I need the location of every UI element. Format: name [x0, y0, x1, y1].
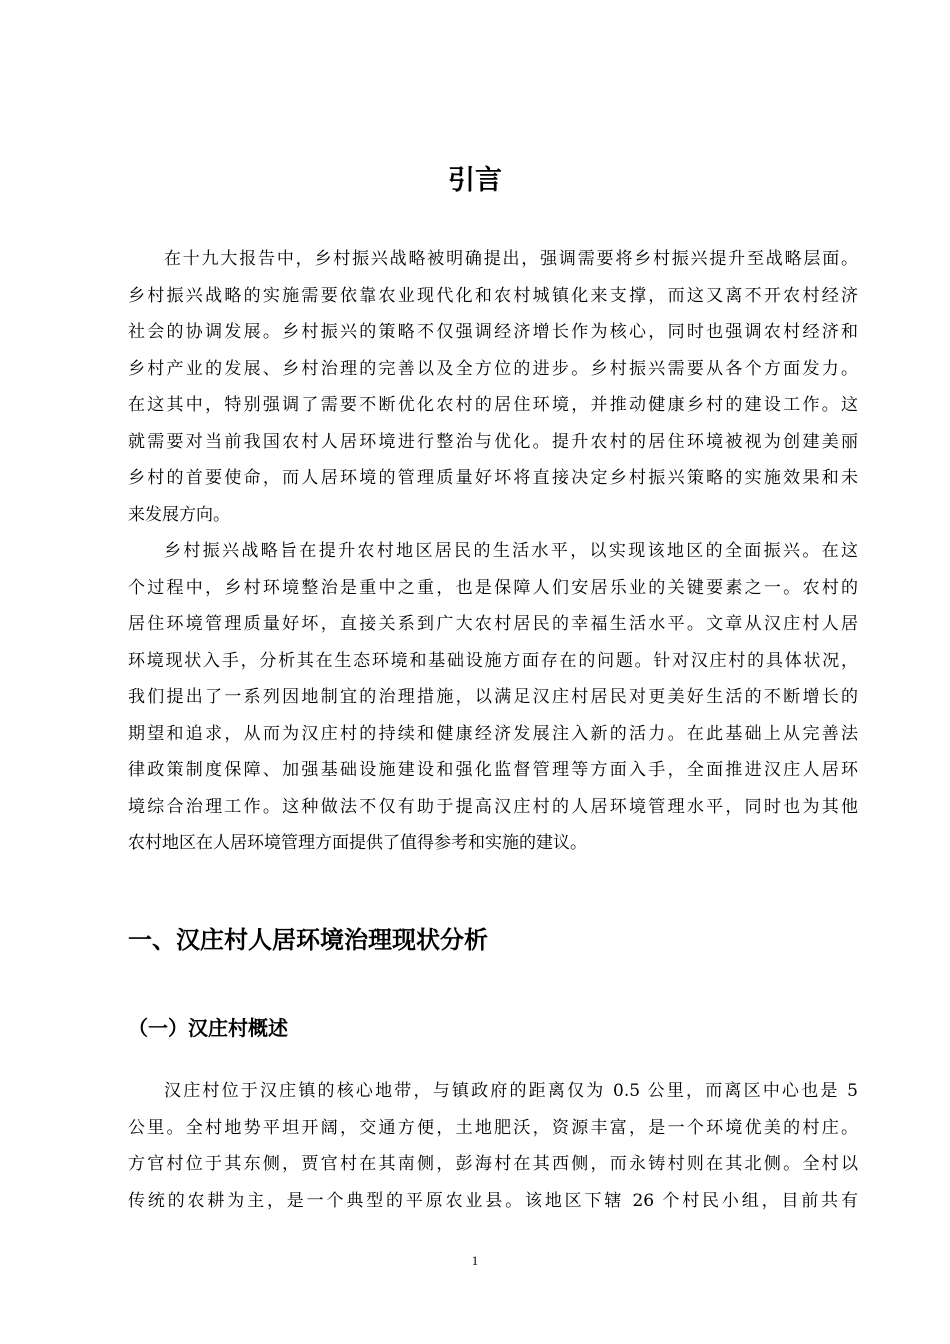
text-line: 期望和追求，从而为汉庄村的持续和健康经济发展注入新的活力。在此基础上从完善法	[128, 723, 858, 744]
text-line: 传统的农耕为主，是一个典型的平原农业县。该地区下辖 26 个村民小组，目前共有	[128, 1190, 858, 1211]
text-line: 乡村产业的发展、乡村治理的完善以及全方位的进步。乡村振兴需要从各个方面发力。	[128, 358, 858, 379]
subsection-heading: （一）汉庄村概述	[128, 1016, 288, 1040]
text-line: 在这其中，特别强调了需要不断优化农村的居住环境，并推动健康乡村的建设工作。这	[128, 395, 858, 415]
text-line: 居住环境管理质量好坏，直接关系到广大农村居民的幸福生活水平。文章从汉庄村人居	[128, 614, 858, 634]
intro-paragraph-1	[128, 241, 858, 533]
intro-paragraph-2	[128, 533, 858, 862]
text-line: 来发展方向。	[128, 504, 230, 525]
text-line: 环境现状入手，分析其在生态环境和基础设施方面存在的问题。针对汉庄村的具体状况，	[128, 650, 858, 671]
subsection-paragraph	[128, 1073, 858, 1219]
text-line: 个过程中，乡村环境整治是重中之重，也是保障人们安居乐业的关键要素之一。农村的	[128, 577, 858, 598]
page-title: 引言	[448, 165, 502, 196]
text-line: 社会的协调发展。乡村振兴的策略不仅强调经济增长作为核心，同时也强调农村经济和	[128, 322, 858, 342]
text-line: 境综合治理工作。这种做法不仅有助于提高汉庄村的人居环境管理水平，同时也为其他	[128, 796, 858, 817]
text-line: 汉庄村位于汉庄镇的核心地带，与镇政府的距离仅为 0.5 公里，而离区中心也是 5	[164, 1081, 858, 1101]
page-number: 1	[471, 1253, 479, 1268]
text-line: 公里。全村地势平坦开阔，交通方便，土地肥沃，资源丰富，是一个环境优美的村庄。	[128, 1117, 858, 1138]
text-line: 在十九大报告中，乡村振兴战略被明确提出，强调需要将乡村振兴提升至战略层面。	[164, 249, 858, 269]
text-line: 农村地区在人居环境管理方面提供了值得参考和实施的建议。	[128, 833, 587, 853]
text-line: 乡村振兴战略的实施需要依靠农业现代化和农村城镇化来支撑，而这又离不开农村经济	[128, 285, 858, 306]
text-line: 律政策制度保障、加强基础设施建设和强化监督管理等方面入手，全面推进汉庄人居环	[128, 760, 858, 780]
text-line: 我们提出了一系列因地制宜的治理措施，以满足汉庄村居民对更美好生活的不断增长的	[128, 687, 858, 707]
text-line: 方官村位于其东侧，贾官村在其南侧，彭海村在其西侧，而永铸村则在其北侧。全村以	[128, 1154, 858, 1174]
text-line: 就需要对当前我国农村人居环境进行整治与优化。提升农村的居住环境被视为创建美丽	[128, 431, 858, 452]
section-heading: 一、汉庄村人居环境治理现状分析	[128, 926, 488, 954]
text-line: 乡村的首要使命，而人居环境的管理质量好坏将直接决定乡村振兴策略的实施效果和未	[128, 468, 858, 488]
text-line: 乡村振兴战略旨在提升农村地区居民的生活水平，以实现该地区的全面振兴。在这	[164, 541, 858, 561]
